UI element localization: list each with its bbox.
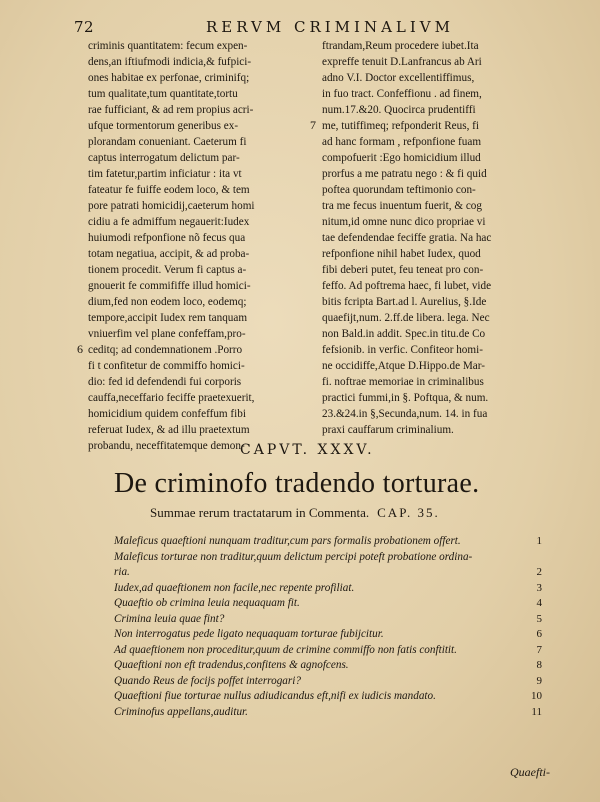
marginal-note-number: 7	[310, 118, 316, 132]
text-line: fibi deberi putet, feu teneat pro con-	[322, 264, 484, 276]
text-line: fi. noftrae memoriae in criminalibus	[322, 376, 484, 388]
summary-entry	[114, 674, 542, 690]
summary-list	[114, 534, 542, 720]
summary-entry	[114, 565, 542, 581]
text-line: non Bald.in addit. Spec.in titu.de Co	[322, 328, 486, 340]
left-text-column	[88, 38, 308, 454]
text-line: adno V.I. Doctor excellentiffimus,	[322, 72, 475, 84]
text-line: me, tutiffimeq; refponderit Reus, fi	[322, 120, 480, 132]
text-line: poftea quorundam teftimonio con-	[322, 184, 476, 196]
text-line: feffo. Ad poftrema haec, fi lubet, vide	[322, 280, 492, 292]
summary-entry-number: 4	[536, 597, 542, 609]
summary-entry-number: 10	[531, 690, 542, 702]
text-line: tra me fecus inuentum fuerit, & cog	[322, 200, 482, 212]
summary-entry-number: 9	[536, 674, 542, 687]
text-line: referuat Iudex, & ad illu praetextum	[88, 424, 250, 436]
page-number: 72	[74, 18, 95, 36]
text-line: refponfione nihil habet Iudex, quod	[322, 248, 481, 260]
summary-entry-text: Crimina leuia quae fint?	[114, 612, 225, 625]
text-line: ones habitae ex perfonae, criminifq;	[88, 72, 250, 84]
text-line: quaefijt,num. 2.ff.de libera. lega. Nec	[322, 312, 490, 324]
summary-entry-text: Quaeftio ob crimina leuia nequaquam fit.	[114, 597, 300, 609]
text-line: fefsionib. in verfic. Confiteor homi-	[322, 344, 483, 356]
summary-label: Summae rerum tractatarum in Commenta.	[150, 505, 370, 520]
text-line: ne occidiffe,Atque D.Hippo.de Mar-	[322, 360, 485, 372]
text-line: in fuo tract. Confeffionu . ad finem,	[322, 88, 482, 100]
text-line: ad hanc formam , refponfione fuam	[322, 136, 482, 148]
summary-entry	[114, 705, 542, 721]
text-line: praxi cauffarum criminalium.	[322, 424, 454, 436]
chapter-title: De criminofo tradendo torturae.	[114, 468, 480, 499]
summary-entry-text: Quaeftioni fiue torturae nullus adiudicandus eft,nifi ex iudicis mandato.	[114, 690, 436, 702]
page-header	[74, 16, 560, 38]
text-line: tim fatetur,partim inficiatur : ita vt	[88, 168, 242, 180]
text-line: ftrandam,Reum procedere iubet.Ita	[322, 40, 479, 52]
summary-entry	[114, 658, 542, 674]
summary-entry-number: 3	[536, 581, 542, 594]
text-line: dium,fed non eodem loco, eodemq;	[88, 296, 247, 308]
text-line: bitis fcripta Bart.ad l. Aurelius, §.Ide	[322, 296, 487, 308]
summary-entry-number: 8	[536, 659, 542, 671]
text-line: nitum,id omne nunc dico propriae vi	[322, 216, 486, 228]
text-line: compofuerit :Ego homicidium illud	[322, 152, 481, 164]
summary-entry-text: Non interrogatus pede ligato nequaquam torturae fubijcitur.	[114, 628, 384, 640]
summary-entry-number: 5	[536, 612, 542, 625]
text-line: ufque tormentorum generibus ex-	[88, 120, 239, 132]
summary-entry-text: Maleficus quaeftioni nunquam traditur,cum pars formalis probationem offert.	[114, 535, 461, 547]
summary-entry-text: Quando Reus de focijs poffet interrogari?	[114, 674, 301, 687]
summary-entry-text: Criminofus appellans,auditur.	[114, 705, 248, 718]
text-line: homicidium quidem confeffum fibi	[88, 408, 246, 420]
summary-entry	[114, 643, 542, 659]
summary-entry	[114, 534, 542, 550]
summary-entry	[114, 596, 542, 612]
text-line: fateatur fe fuiffe eodem loco, & tem	[88, 184, 250, 196]
text-line: tionem procedit. Verum fi captus a-	[88, 264, 247, 276]
text-line: criminis quantitatem: fecum expen-	[88, 40, 248, 52]
text-line: cidiu a fe admiffum negauerit:Iudex	[88, 216, 250, 228]
catchword: Quaefti-	[510, 765, 550, 779]
text-line: dens,an iftiufmodi indicia,& fufpici-	[88, 56, 252, 68]
summary-cap-number: CAP. 35.	[377, 505, 440, 520]
text-line: huiumodi refponfione nõ fecus qua	[88, 232, 246, 244]
summary-entry-number: 7	[536, 643, 542, 656]
summary-entry	[114, 550, 542, 566]
text-line: probandu, neceffitatemque demon-	[88, 440, 245, 452]
summary-entry-text: Ad quaeftionem non proceditur,quum de crimine commiffo non fatis conftitit.	[114, 643, 457, 656]
text-line: pore patrati homicidij,caeterum homi	[88, 200, 255, 212]
text-line: num.17.&20. Quocirca prudentiffi	[322, 104, 476, 116]
text-line: dio: fed id defendendi fui corporis	[88, 376, 242, 388]
summary-entry-text: Quaeftioni non eft tradendus,confitens & agnofcens.	[114, 659, 349, 671]
marginal-note-number: 6	[77, 342, 83, 356]
summary-entry	[114, 612, 542, 628]
summary-entry-text: Maleficus torturae non traditur,quum delictum percipi poteft probatione ordina-	[114, 550, 473, 563]
summary-entry-number: 2	[536, 566, 542, 578]
running-title: RERVM CRIMINALIVM	[206, 18, 454, 36]
summary-entry-number: 6	[536, 628, 542, 640]
text-line: 23.&24.in §,Secunda,num. 14. in fua	[322, 408, 488, 420]
text-line: tae defendendae feciffe gratia. Na hac	[322, 232, 492, 244]
text-line: tum qualitate,tum quantitate,tortu	[88, 88, 238, 100]
text-line: cauffa,neceffario feciffe praetexuerit,	[88, 392, 255, 404]
text-line: plorandam conueniant. Caeterum fi	[88, 136, 247, 148]
text-line: fi t confitetur de commiffo homici-	[88, 360, 245, 372]
text-line: ceditq; ad condemnationem .Porro	[88, 344, 243, 356]
summary-heading	[150, 505, 440, 521]
summary-entry-number: 11	[531, 705, 542, 718]
text-line: tempore,accipit Iudex rem tanquam	[88, 312, 248, 324]
summary-entry	[114, 581, 542, 597]
text-line: totam negatiua, accipit, & ad proba-	[88, 248, 250, 260]
summary-entry-text: Iudex,ad quaeftionem non facile,nec repente profiliat.	[114, 581, 355, 594]
right-text-column	[322, 38, 554, 438]
text-line: practici fummi,in §. Poftqua, & num.	[322, 392, 489, 404]
summary-entry-number: 1	[536, 535, 542, 547]
summary-entry	[114, 627, 542, 643]
text-line: rae fufficiant, & ad rem propius acri-	[88, 104, 254, 116]
text-line: captus interrogatum delictum par-	[88, 152, 240, 164]
text-line: vniuerfim vel plane confeffam,pro-	[88, 328, 246, 340]
text-line: prorfus a me patratu nego : & fi quid	[322, 168, 487, 180]
summary-entry	[114, 689, 542, 705]
chapter-heading: CAPVT. XXXV.	[240, 442, 375, 458]
text-line: gnouerit fe commififfe illud homici-	[88, 280, 251, 292]
text-line: expreffe tenuit D.Lanfrancus ab Ari	[322, 56, 482, 68]
summary-entry-text: ria.	[114, 566, 130, 578]
